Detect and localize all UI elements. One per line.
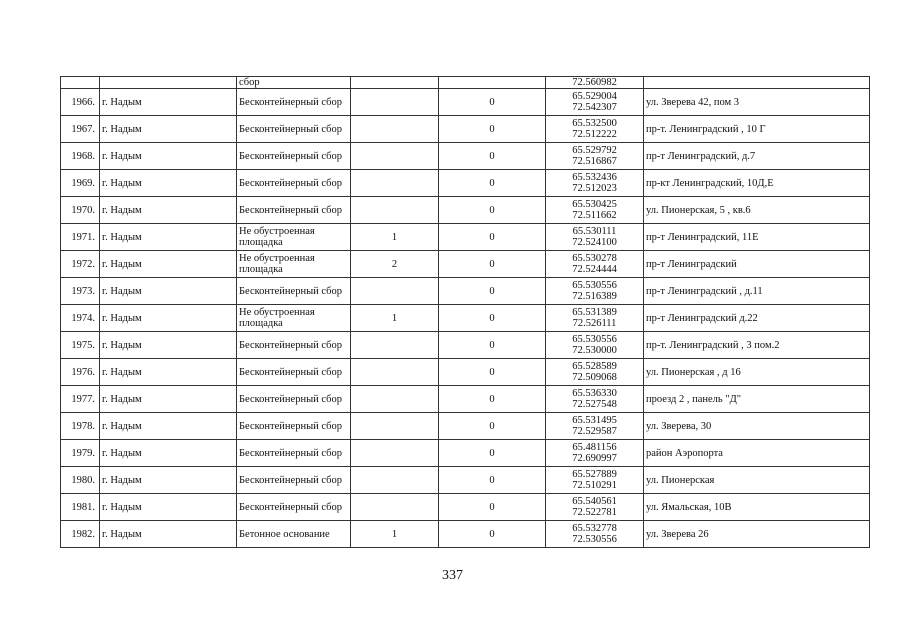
longitude: 72.511662 [572, 210, 617, 221]
cell-city: г. Надым [100, 116, 237, 143]
latitude: 65.531495 [572, 415, 617, 426]
cell-zero [439, 77, 546, 89]
cell-coordinates [546, 359, 644, 386]
cell-address: пр-т. Ленинградский , 3 пом.2 [644, 332, 870, 359]
cell-containers: 1 [351, 305, 439, 332]
page-number: 337 [442, 568, 463, 583]
cell-num: 1982. [61, 521, 100, 548]
cell-type: Бесконтейнерный сбор [237, 332, 351, 359]
latitude: 65.481156 [572, 442, 617, 453]
latitude: 65.530556 [572, 280, 617, 291]
cell-coordinates [546, 521, 644, 548]
document-page [60, 76, 869, 548]
longitude: 72.512023 [572, 183, 617, 194]
cell-type: Бесконтейнерный сбор [237, 440, 351, 467]
cell-num: 1977. [61, 386, 100, 413]
cell-address: пр-т Ленинградский [644, 251, 870, 278]
latitude: 65.530425 [572, 199, 617, 210]
table-row [61, 494, 870, 521]
cell-type: Бесконтейнерный сбор [237, 143, 351, 170]
cell-zero: 0 [439, 278, 546, 305]
table-row [61, 251, 870, 278]
cell-type: Бесконтейнерный сбор [237, 116, 351, 143]
cell-num: 1966. [61, 89, 100, 116]
longitude: 72.516389 [572, 291, 617, 302]
longitude: 72.509068 [572, 372, 617, 383]
cell-type: Бесконтейнерный сбор [237, 467, 351, 494]
longitude: 72.510291 [572, 480, 617, 491]
cell-type: сбор [237, 77, 351, 89]
cell-type: Бесконтейнерный сбор [237, 278, 351, 305]
cell-containers [351, 143, 439, 170]
cell-city: г. Надым [100, 440, 237, 467]
cell-city: г. Надым [100, 467, 237, 494]
cell-num: 1970. [61, 197, 100, 224]
cell-zero: 0 [439, 143, 546, 170]
cell-zero: 0 [439, 440, 546, 467]
cell-containers [351, 359, 439, 386]
cell-zero: 0 [439, 170, 546, 197]
longitude: 72.542307 [572, 102, 617, 113]
cell-address: ул. Пионерская, 5 , кв.6 [644, 197, 870, 224]
cell-city: г. Надым [100, 251, 237, 278]
latitude: 65.536330 [572, 388, 617, 399]
cell-coordinates [546, 305, 644, 332]
cell-containers: 1 [351, 224, 439, 251]
cell-num: 1978. [61, 413, 100, 440]
cell-containers [351, 278, 439, 305]
longitude: 72.524100 [572, 237, 617, 248]
cell-address: пр-т Ленинградский, д.7 [644, 143, 870, 170]
cell-address [644, 77, 870, 89]
cell-zero: 0 [439, 224, 546, 251]
table-row [61, 224, 870, 251]
longitude: 72.526111 [572, 318, 617, 329]
cell-zero: 0 [439, 197, 546, 224]
cell-zero: 0 [439, 467, 546, 494]
table-row [61, 143, 870, 170]
cell-num: 1976. [61, 359, 100, 386]
table-row [61, 467, 870, 494]
cell-coordinates [546, 278, 644, 305]
table-row [61, 278, 870, 305]
cell-type: Не обустроенная площадка [237, 251, 351, 278]
cell-address: ул. Зверева 42, пом 3 [644, 89, 870, 116]
cell-type: Бетонное основание [237, 521, 351, 548]
longitude: 72.527548 [572, 399, 617, 410]
table-row [61, 359, 870, 386]
cell-num: 1975. [61, 332, 100, 359]
cell-num: 1967. [61, 116, 100, 143]
cell-zero: 0 [439, 251, 546, 278]
table-row [61, 116, 870, 143]
longitude: 72.530000 [572, 345, 617, 356]
cell-address: пр-т Ленинградский д.22 [644, 305, 870, 332]
longitude: 72.512222 [572, 129, 617, 140]
cell-type: Бесконтейнерный сбор [237, 359, 351, 386]
cell-containers: 2 [351, 251, 439, 278]
cell-address: пр-кт Ленинградский, 10Д,Е [644, 170, 870, 197]
cell-coordinates [546, 116, 644, 143]
table-body [61, 77, 870, 548]
table-row [61, 89, 870, 116]
cell-address: ул. Пионерская [644, 467, 870, 494]
latitude: 65.528589 [572, 361, 617, 372]
cell-city: г. Надым [100, 224, 237, 251]
cell-type: Бесконтейнерный сбор [237, 386, 351, 413]
cell-city: г. Надым [100, 170, 237, 197]
cell-type: Бесконтейнерный сбор [237, 413, 351, 440]
cell-address: пр-т Ленинградский, 11Е [644, 224, 870, 251]
cell-containers [351, 413, 439, 440]
cell-coordinates [546, 143, 644, 170]
latitude: 65.527889 [572, 469, 617, 480]
cell-city: г. Надым [100, 494, 237, 521]
cell-coordinates [546, 413, 644, 440]
cell-coordinates [546, 494, 644, 521]
latitude: 65.532500 [572, 118, 617, 129]
cell-zero: 0 [439, 305, 546, 332]
cell-type: Бесконтейнерный сбор [237, 494, 351, 521]
cell-type: Не обустроенная площадка [237, 305, 351, 332]
cell-num: 1981. [61, 494, 100, 521]
cell-containers [351, 116, 439, 143]
cell-address: ул. Зверева, 30 [644, 413, 870, 440]
cell-num: 1974. [61, 305, 100, 332]
cell-coordinates [546, 170, 644, 197]
cell-num: 1973. [61, 278, 100, 305]
cell-coordinates [546, 224, 644, 251]
cell-containers [351, 332, 439, 359]
latitude: 65.532778 [572, 523, 617, 534]
cell-zero: 0 [439, 359, 546, 386]
cell-containers [351, 494, 439, 521]
cell-type: Не обустроенная площадка [237, 224, 351, 251]
table-row-continued [61, 77, 870, 89]
cell-city [100, 77, 237, 89]
cell-address: ул. Пионерская , д 16 [644, 359, 870, 386]
cell-zero: 0 [439, 116, 546, 143]
cell-type: Бесконтейнерный сбор [237, 197, 351, 224]
cell-city: г. Надым [100, 521, 237, 548]
cell-containers [351, 467, 439, 494]
cell-coordinates [546, 440, 644, 467]
cell-city: г. Надым [100, 89, 237, 116]
longitude: 72.690997 [572, 453, 617, 464]
table-row [61, 305, 870, 332]
cell-coordinates: 72.560982 [546, 77, 644, 89]
cell-zero: 0 [439, 494, 546, 521]
cell-city: г. Надым [100, 143, 237, 170]
longitude: 72.529587 [572, 426, 617, 437]
cell-zero: 0 [439, 386, 546, 413]
cell-containers [351, 77, 439, 89]
longitude: 72.516867 [572, 156, 617, 167]
cell-containers [351, 197, 439, 224]
cell-zero: 0 [439, 89, 546, 116]
cell-containers [351, 440, 439, 467]
latitude: 65.530556 [572, 334, 617, 345]
table-row [61, 440, 870, 467]
cell-address: ул. Ямальская, 10В [644, 494, 870, 521]
cell-city: г. Надым [100, 413, 237, 440]
latitude: 65.529004 [572, 91, 617, 102]
table-row [61, 332, 870, 359]
waste-sites-table [60, 76, 870, 548]
cell-coordinates [546, 386, 644, 413]
table-row [61, 170, 870, 197]
cell-city: г. Надым [100, 197, 237, 224]
table-row [61, 197, 870, 224]
cell-zero: 0 [439, 521, 546, 548]
cell-num: 1969. [61, 170, 100, 197]
latitude: 65.530278 [572, 253, 617, 264]
longitude: 72.522781 [572, 507, 617, 518]
cell-coordinates [546, 251, 644, 278]
cell-coordinates [546, 89, 644, 116]
table-row [61, 521, 870, 548]
cell-address: проезд 2 , панель "Д" [644, 386, 870, 413]
cell-address: ул. Зверева 26 [644, 521, 870, 548]
longitude: 72.524444 [572, 264, 617, 275]
cell-num: 1972. [61, 251, 100, 278]
cell-type: Бесконтейнерный сбор [237, 170, 351, 197]
cell-num: 1971. [61, 224, 100, 251]
cell-city: г. Надым [100, 359, 237, 386]
cell-num: 1980. [61, 467, 100, 494]
cell-address: пр-т. Ленинградский , 10 Г [644, 116, 870, 143]
cell-num: 1968. [61, 143, 100, 170]
latitude: 65.530111 [572, 226, 617, 237]
table-row [61, 386, 870, 413]
latitude: 65.532436 [572, 172, 617, 183]
cell-zero: 0 [439, 413, 546, 440]
cell-num [61, 77, 100, 89]
cell-type: Бесконтейнерный сбор [237, 89, 351, 116]
latitude: 65.529792 [572, 145, 617, 156]
cell-zero: 0 [439, 332, 546, 359]
table-row [61, 413, 870, 440]
cell-coordinates [546, 197, 644, 224]
cell-city: г. Надым [100, 386, 237, 413]
latitude: 65.540561 [572, 496, 617, 507]
cell-coordinates [546, 467, 644, 494]
cell-coordinates [546, 332, 644, 359]
cell-containers [351, 386, 439, 413]
cell-city: г. Надым [100, 305, 237, 332]
cell-num: 1979. [61, 440, 100, 467]
longitude: 72.530556 [572, 534, 617, 545]
latitude: 65.531389 [572, 307, 617, 318]
cell-containers [351, 170, 439, 197]
cell-address: район Аэропорта [644, 440, 870, 467]
cell-containers: 1 [351, 521, 439, 548]
cell-city: г. Надым [100, 278, 237, 305]
cell-containers [351, 89, 439, 116]
cell-city: г. Надым [100, 332, 237, 359]
cell-address: пр-т Ленинградский , д.11 [644, 278, 870, 305]
